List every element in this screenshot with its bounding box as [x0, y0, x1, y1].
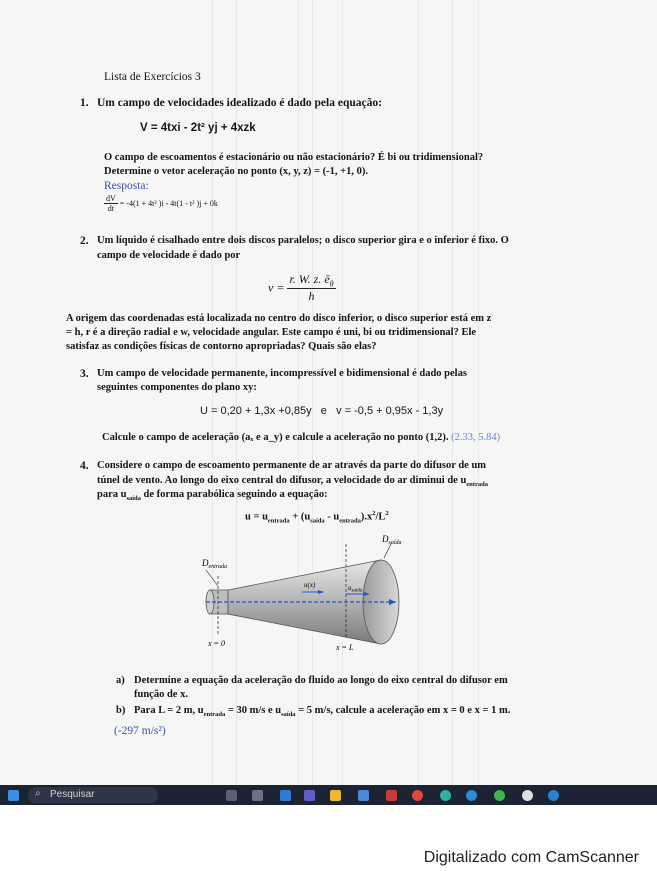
usaida-label: $u_{saída}$: [348, 584, 363, 594]
q3-answer: (2.33, 5.84): [451, 432, 501, 443]
q4-line-3: para $u_{saída}$ de forma parabólica seguindo a equação:: [97, 489, 328, 503]
ux-label: u(x): [304, 581, 316, 589]
q1-answer-lhs-den: dt: [107, 204, 114, 213]
store-icon[interactable]: [440, 790, 451, 801]
q4b-label: b): [116, 705, 126, 716]
q4-line-2: túnel de vento. Ao longo do eixo central do difusor, a velocidade do ar diminui de $u_{entrada}$: [97, 475, 488, 489]
q3-line-1: Um campo de velocidade permanente, incompressível e bidimensional é dado pelas: [97, 368, 467, 379]
app-icon[interactable]: [466, 790, 477, 801]
q3-line-2: seguintes componentes do plano xy:: [97, 382, 257, 393]
q3-question: [102, 431, 500, 445]
q3-eq-v: v = -0,5 + 0,95x - 1,3y: [336, 405, 444, 417]
page-title: Lista de Exercícios 3: [104, 71, 201, 83]
q3-question-text: Calcule o campo de aceleração (aₓ e a_y) e calcule a aceleração no ponto (1,2).: [102, 432, 449, 443]
app-icon[interactable]: [494, 790, 505, 801]
search-icon: ⌕: [35, 788, 41, 799]
q2-line-2: campo de velocidade é dado por: [97, 250, 241, 261]
app-icon[interactable]: [522, 790, 533, 801]
q2-eq-lhs: v =: [268, 280, 285, 295]
q1-answer-label: Resposta:: [104, 180, 149, 192]
edge-icon[interactable]: [280, 790, 291, 801]
file-explorer-icon[interactable]: [252, 790, 263, 801]
q4a-line-2: função de x.: [134, 689, 188, 700]
q4-equation: $u = u_{entrada} + (u_{saída} - u_{entrada}).x^2/L^2$: [245, 510, 389, 525]
camscanner-footer: Digitalizado com CamScanner: [423, 849, 639, 866]
taskview-icon[interactable]: [226, 790, 237, 801]
teams-icon[interactable]: [304, 790, 315, 801]
q2-equation: [268, 272, 336, 304]
diffuser-figure: [196, 530, 426, 660]
q2-number: 2.: [80, 235, 89, 247]
d-saida-label: $D_{saída}$: [382, 534, 402, 546]
search-box[interactable]: [28, 787, 158, 803]
q4b-answer: (-297 m/s²): [114, 725, 166, 737]
windows-icon[interactable]: [8, 790, 19, 801]
q4-number: 4.: [80, 460, 89, 472]
q1-question-2: Determine o vetor aceleração no ponto (x, y, z) = (-1, +1, 0).: [104, 166, 368, 177]
search-label: Pesquisar: [50, 789, 95, 800]
q4b-text: Para L = 2 m, $u_{entrada} = 30$ m/s e $u_{saída} = 5$ m/s, calcule a aceleração em x = 0 e x = 1 m.: [134, 705, 511, 719]
q1-answer: [104, 194, 218, 213]
x0-label: x = 0: [208, 639, 225, 648]
q1-answer-lhs-num: dV: [106, 194, 116, 203]
q4-line-1: Considere o campo de escoamento permanente de ar através da parte do difusor de um: [97, 460, 487, 471]
folder-icon[interactable]: [330, 790, 341, 801]
xL-label: x = L: [336, 643, 354, 652]
q1-answer-rhs: = -4(1 + 4t² )i - 4t(1 - t² )j + 0k: [119, 199, 218, 208]
q2-para-2: = h, r é a direção radial e w, velocidade angular. Este campo é uni, bi ou tridimensional? Ele: [66, 327, 477, 338]
q2-eq-den: h: [308, 289, 315, 304]
q2-para-3: satisfaz as condições físicas de contorno apropriadas? Quais são elas?: [66, 341, 377, 352]
q3-number: 3.: [80, 368, 89, 380]
q2-eq-num: r. W. z. ē: [289, 272, 330, 286]
q2-eq-num-sub: θ: [329, 279, 334, 289]
q4a-label: a): [116, 675, 125, 686]
q3-equation: [200, 405, 443, 417]
q1-question-1: O campo de escoamentos é estacionário ou não estacionário? É bi ou tridimensional?: [104, 152, 484, 163]
q1-number: 1.: [80, 97, 89, 109]
photos-icon[interactable]: [386, 790, 397, 801]
q1-equation: V = 4txi - 2t² yj + 4xzk: [140, 122, 256, 134]
q3-eq-u: U = 0,20 + 1,3x +0,85y: [200, 405, 312, 417]
mail-icon[interactable]: [358, 790, 369, 801]
q2-para-1: A origem das coordenadas está localizada no centro do disco inferior, o disco superior está em z: [66, 313, 492, 324]
d-entrada-label: $D_{entrada}$: [202, 558, 228, 570]
q4a-line-1: Determine a equação da aceleração do fluido ao longo do eixo central do difusor em: [134, 675, 508, 686]
chrome-icon[interactable]: [412, 790, 423, 801]
q1-text: Um campo de velocidades idealizado é dado pela equação:: [97, 97, 382, 109]
q3-eq-e: e: [320, 405, 327, 417]
q2-line-1: Um líquido é cisalhado entre dois discos paralelos; o disco superior gira e o inferior é fixo. O: [97, 235, 509, 246]
taskbar: [0, 785, 657, 805]
app-icon[interactable]: [548, 790, 559, 801]
